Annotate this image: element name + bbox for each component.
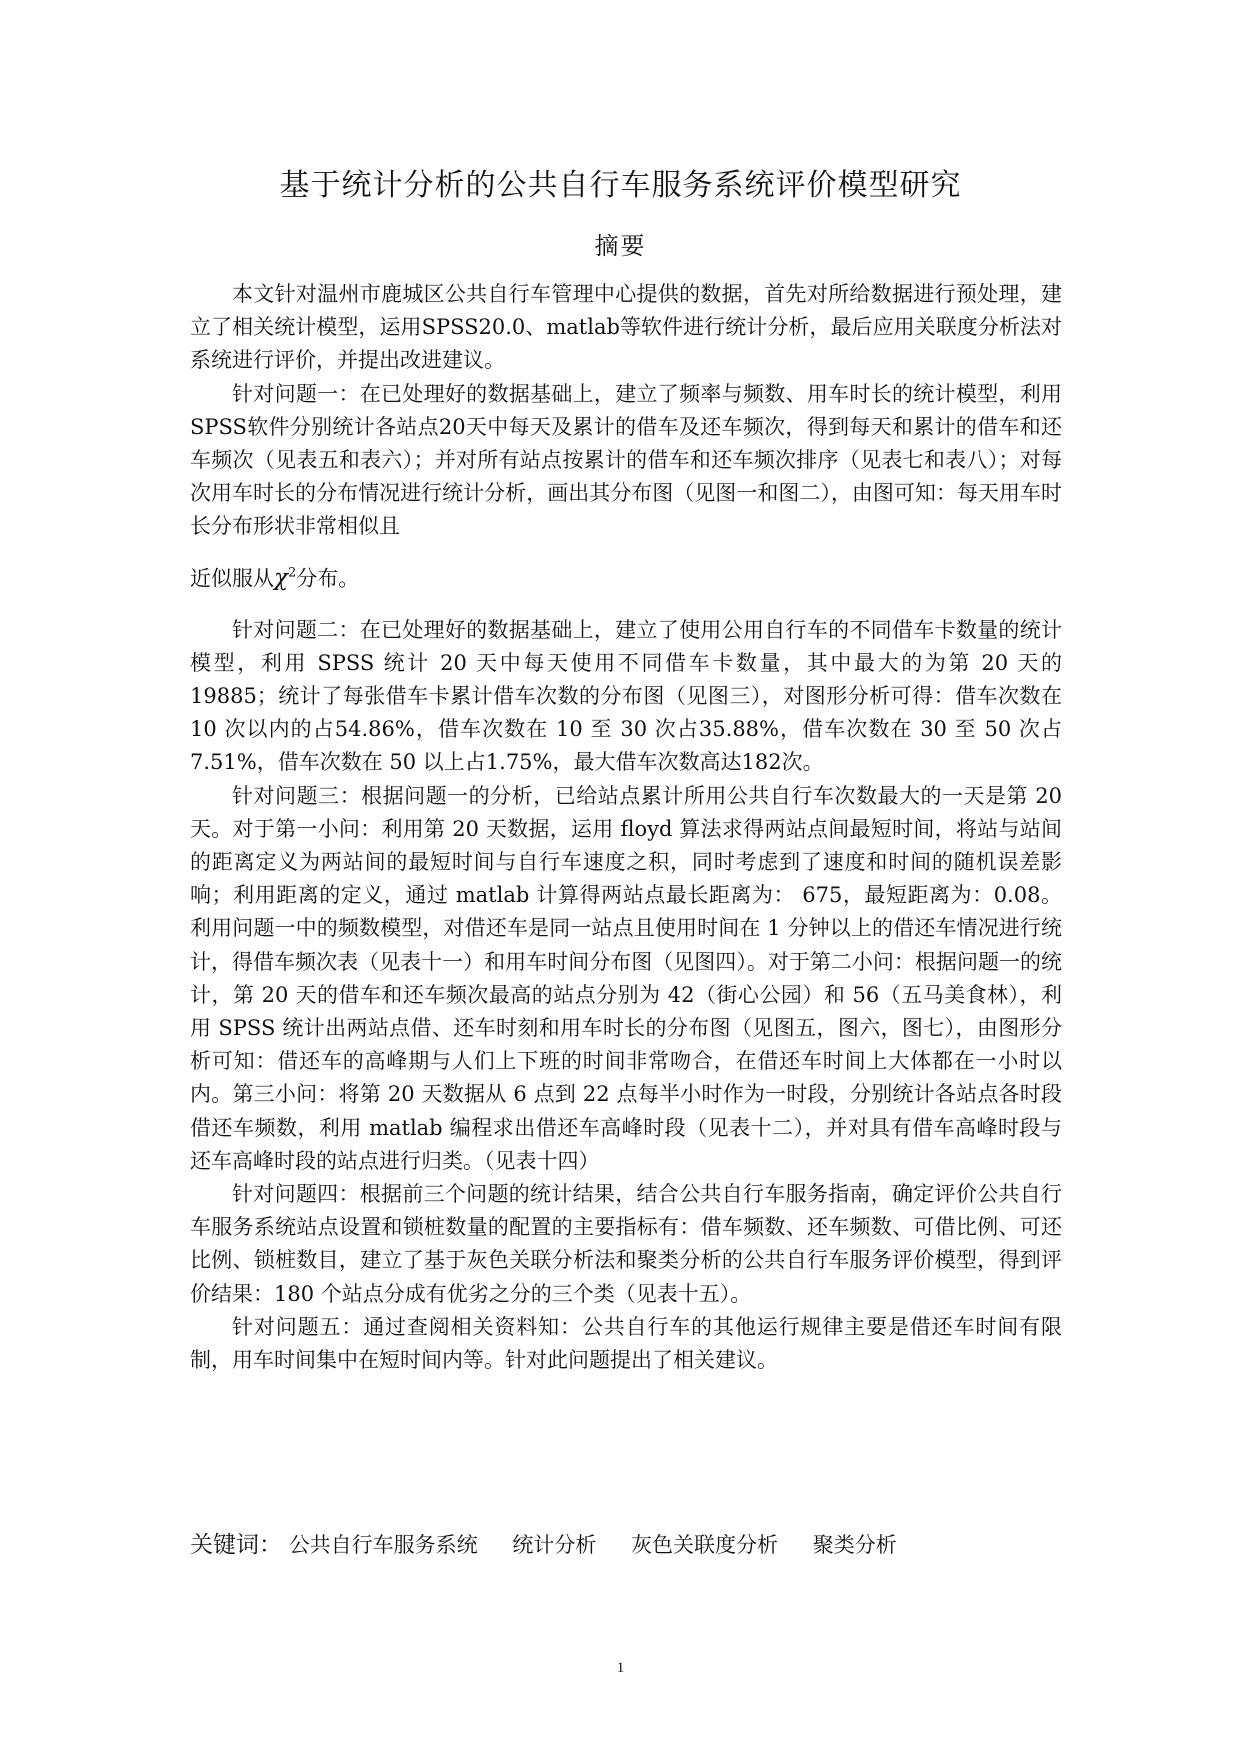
paragraph-gap [190, 604, 1062, 614]
keyword-item: 统计分析 [512, 1533, 597, 1557]
keyword-item: 公共自行车服务系统 [288, 1533, 478, 1557]
abstract-body [190, 278, 1062, 1377]
keywords-line [190, 1526, 925, 1559]
abstract-heading: 摘要 [594, 232, 647, 260]
paper-title: 基于统计分析的公共自行车服务系统评价模型研究 [279, 168, 962, 203]
page-number: 1 [616, 1660, 625, 1676]
chi-square-symbol [274, 565, 296, 591]
keywords-label: 关键词： [190, 1532, 282, 1558]
chi-superscript: 2 [287, 565, 297, 581]
formula-text-after: 分布。 [296, 566, 360, 591]
abstract-paragraph-problem-2: 针对问题二：在已处理好的数据基础上，建立了使用公用自行车的不同借车卡数量的统计模型，利用 SPSS 统计 20 天中每天使用不同借车卡数量，其中最大的为第 20 天的 19885；统计了每张借车卡累计借车次数的分布图（见图三），对图形分析可得：借车次数在 10 次以内的占54.86%，借车次数在 10 至 30 次占35.88%，借车次数在 30 至 50 次占7.51%，借车次数在 50 以上占1.75%，最大借车次数高达182次。 [190, 617, 1062, 775]
keyword-item: 灰色关联度分析 [631, 1533, 779, 1557]
abstract-paragraph-problem-1: 针对问题一：在已处理好的数据基础上，建立了频率与频数、用车时长的统计模型，利用SPSS软件分别统计各站点20天中每天及累计的借车及还车频次，得到每天和累计的借车和还车频次（见表五和表六）；并对所有站点按累计的借车和还车频次排序（见表七和表八）；对每次用车时长的分布情况进行统计分析，画出其分布图（见图一和图二），由图可知：每天用车时长分布形状非常相似且 [190, 381, 1062, 539]
abstract-paragraph-problem-4: 针对问题四：根据前三个问题的统计结果，结合公共自行车服务指南，确定评价公共自行车服务系统站点设置和锁桩数量的配置的主要指标有：借车频数、还车频数、可借比例、可还比例、锁桩数目，建立了基于灰色关联分析法和聚类分析的公共自行车服务评价模型，得到评价结果：180 个站点分成有优劣之分的三个类（见表十五）。 [190, 1182, 1062, 1306]
keyword-item: 聚类分析 [812, 1533, 897, 1557]
formula-text-before: 近似服从 [190, 566, 274, 591]
abstract-paragraph-problem-1-formula [190, 544, 1062, 604]
abstract-paragraph-problem-3: 针对问题三：根据问题一的分析，已给站点累计所用公共自行车次数最大的一天是第 20 天。对于第一小问：利用第 20 天数据，运用 floyd 算法求得两站点间最短时间，将站与站间的距离定义为两站间的最短时间与自行车速度之积，同时考虑到了速度和时间的随机误差影响；利用距离的定义，通过 matlab 计算得两站点最长距离为： 675，最短距离为：0.08。利用问题一中的频数模型，对借还车是同一站点且使用时间在 1 分钟以上的借还车情况进行统计，得借车频次表（见表十一）和用车时间分布图（见图四）。对于第二小问：根据问题一的统计，第 20 天的借车和还车频次最高的站点分别为 42（街心公园）和 56（五马美食林），利用 SPSS 统计出两站点借、还车时刻和用车时长的分布图（见图五，图六，图七），由图形分析可知：借还车的高峰期与人们上下班的时间非常吻合，在借还车时间上大体都在一小时以内。第三小问：将第 20 天数据从 6 点到 22 点每半小时作为一时段，分别统计各站点各时段借还车频数，利用 matlab 编程求出借还车高峰时段（见表十二），并对具有借车高峰时段与还车高峰时段的站点进行归类。（见表十四） [190, 783, 1062, 1173]
abstract-paragraph-intro: 本文针对温州市鹿城区公共自行车管理中心提供的数据，首先对所给数据进行预处理，建立了相关统计模型，运用SPSS20.0、matlab等软件进行统计分析，最后应用关联度分析法对系统进行评价，并提出改进建议。 [190, 282, 1062, 373]
abstract-paragraph-problem-5: 针对问题五：通过查阅相关资料知：公共自行车的其他运行规律主要是借还车时间有限制，用车时间集中在短时间内等。针对此问题提出了相关建议。 [190, 1314, 1062, 1373]
chi-symbol: χ [274, 565, 288, 592]
